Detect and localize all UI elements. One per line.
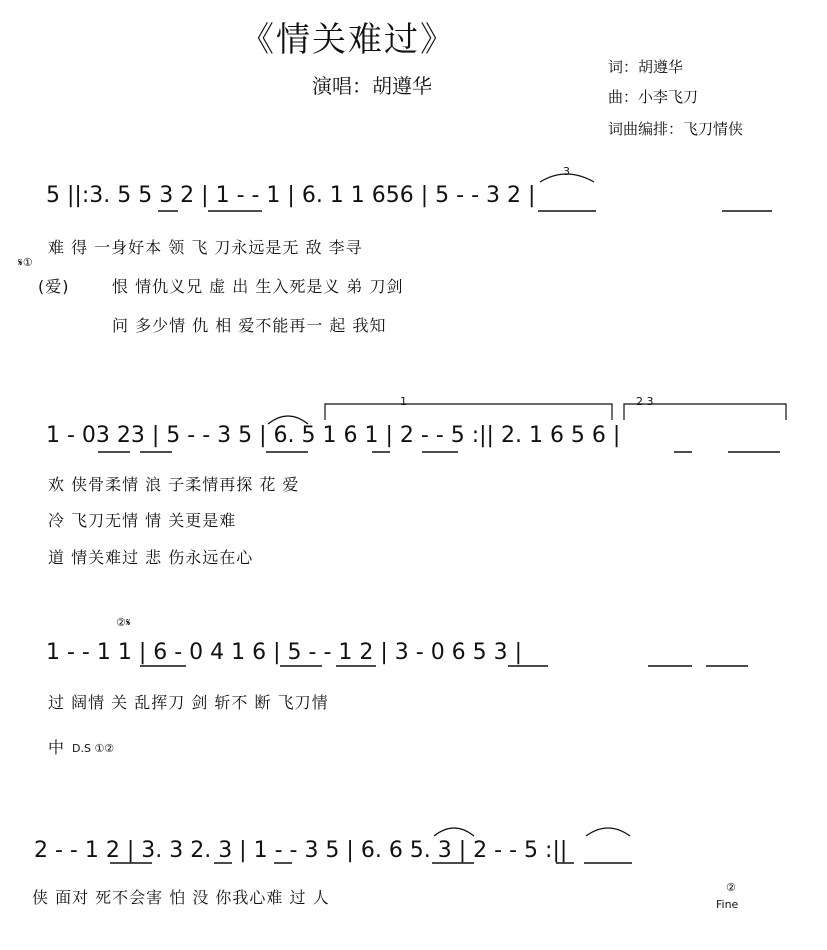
lyric-line-2-2: 冷 飞刀无情 情 关更是难 — [48, 511, 237, 530]
lyric-line-3-2: 中 — [48, 738, 66, 757]
notation-line-3: 1 - - 1 1 | 6 - 0 4 1 6 | 5 - - 1 2 | 3 - 0 6 5 3 | — [46, 640, 523, 665]
lyric-line-1-3: 问 多少情 仇 相 爱不能再一 起 我知 — [112, 316, 387, 335]
lyric-line-3-1: 过 阔情 关 乱挥刀 剑 斩不 断 飞刀情 — [48, 693, 329, 712]
segno-mark-2: ②𝄋 — [116, 616, 131, 629]
dal-segno-mark: D.S ①② — [72, 742, 115, 755]
tie-slur — [268, 416, 308, 424]
triplet-mark-1: 3 — [563, 165, 570, 178]
tie-slur — [586, 828, 630, 836]
segno-repeat-mark: 𝄋① — [18, 256, 33, 269]
fine-ending-mark: ② — [726, 881, 736, 894]
pickup-lyric: (爱) — [38, 277, 70, 296]
lyric-line-2-1: 欢 侠骨柔情 浪 子柔情再探 花 爱 — [48, 475, 300, 494]
volta-1-label: 1 — [400, 395, 407, 408]
notation-line-1: 5 ||:3. 5 5 3 2 | 1 - - 1 | 6. 1 1 656 | 5 - - 3 2 | — [46, 183, 536, 208]
volta-2-label: 2 3 — [636, 395, 654, 408]
music-credit: 曲：小李飞刀 — [608, 88, 699, 106]
triplet-slur — [540, 174, 594, 182]
lyric-line-2-3: 道 情关难过 悲 伤永远在心 — [48, 548, 254, 567]
tie-slur — [434, 828, 474, 836]
volta-2-bracket — [624, 404, 786, 420]
volta-1-bracket — [325, 404, 612, 420]
notation-line-2: 1 - 03 23 | 5 - - 3 5 | 6. 5 1 6 1 | 2 - - 5 :|| 2. 1 6 5 6 | — [46, 423, 621, 448]
singer-credit: 演唱：胡遵华 — [312, 74, 432, 98]
fine-label: Fine — [716, 898, 739, 911]
lyrics-credit: 词：胡遵华 — [608, 58, 684, 76]
notation-line-4: 2 - - 1 2 | 3. 3 2. 3 | 1 - - 3 5 | 6. 6 5. 3 | 2 - - 5 :|| — [34, 838, 568, 863]
lyric-line-1-1: 难 得 一身好本 领 飞 刀永远是无 敌 李寻 — [48, 238, 363, 257]
lyric-line-1-2: 恨 情仇义兄 虚 出 生入死是义 弟 刀剑 — [112, 277, 404, 296]
song-title: 《情关难过》 — [240, 20, 456, 60]
arrange-credit: 词曲编排：飞刀情侠 — [608, 120, 744, 138]
lyric-line-4-1: 侠 面对 死不会害 怕 没 你我心难 过 人 — [32, 888, 330, 907]
